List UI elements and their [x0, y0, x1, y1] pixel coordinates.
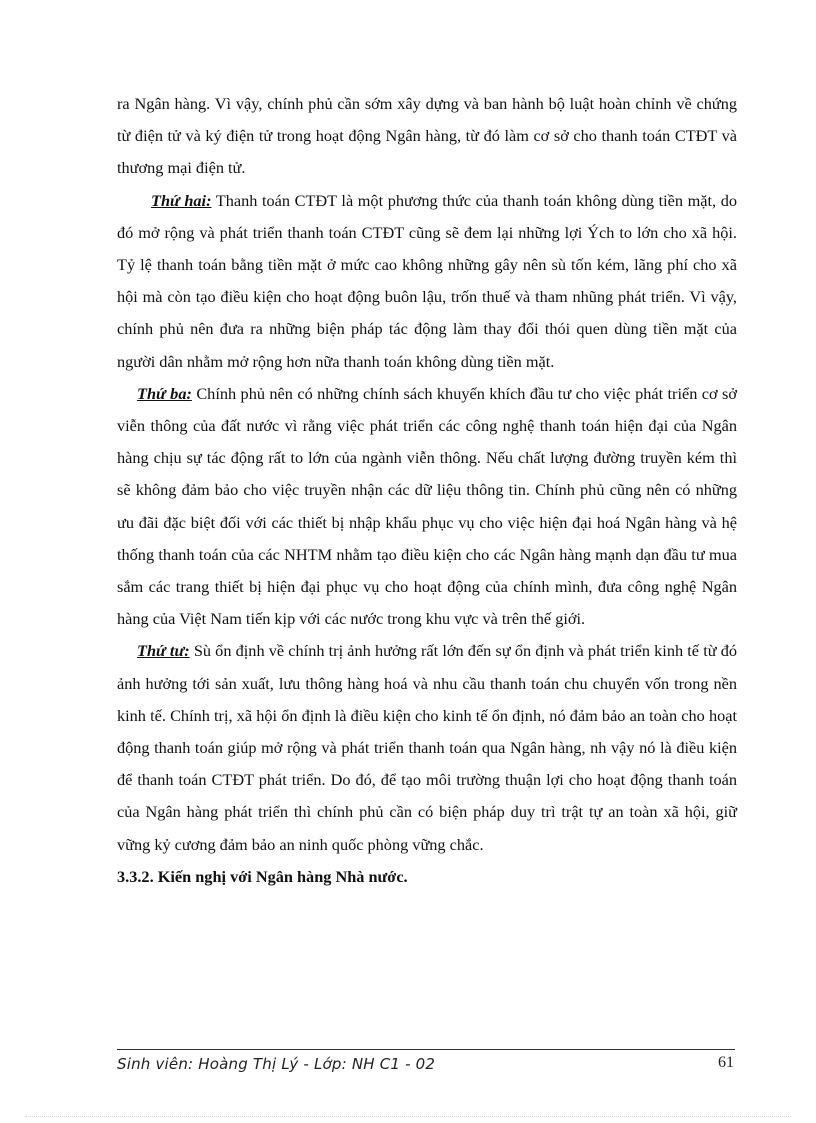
page-edge-divider — [25, 1116, 791, 1117]
paragraph-thu-ba — [117, 378, 737, 636]
paragraph-thu-hai-text: Thanh toán CTĐT là một phương thức của thanh toán không dùng tiền mặt, do đó mở rộng và phát triển thanh toán CTĐT cũng sẽ đem lại những lợi Ých to lớn cho xã hội. Tỷ lệ thanh toán bằng tiền mặt ở mức cao không những gây nên sù tốn kém, lãng phí cho xã hội mà còn tạo điều kiện cho hoạt động buôn lậu, trốn thuế và tham nhũng phát triển. Vì vậy, chính phủ nên đưa ra những biện pháp tác động làm thay đổi thói quen dùng tiền mặt của người dân nhằm mở rộng hơn nữa thanh toán không dùng tiền mặt. — [117, 190, 737, 371]
paragraph-intro-text: ra Ngân hàng. Vì vậy, chính phủ cần sớm xây dựng và ban hành bộ luật hoàn chỉnh về chứng từ điện tử và ký điện tử trong hoạt động Ngân hàng, từ đó làm cơ sở cho thanh toán CTĐT và thương mại điện tử. — [117, 94, 737, 178]
lead-thu-hai: Thứ hai: — [151, 190, 212, 210]
footer-divider — [117, 1049, 735, 1050]
footer-author: Sinh viên: Hoàng Thị Lý - Lớp: NH C1 - 02 — [117, 1055, 436, 1073]
paragraph-thu-hai — [117, 185, 737, 378]
paragraph-thu-tu — [117, 635, 737, 860]
paragraph-thu-ba-text: Chính phủ nên có những chính sách khuyến khích đầu tư cho việc phát triển cơ sở viễn thông của đất nước vì rằng việc phát triển các công nghệ thanh toán hiện đại của Ngân hàng chịu sự tác động rất to lớn của ngành viễn thông. Nếu chất lượng đường truyền kém thì sẽ không đảm bảo cho việc truyền nhận các dữ liệu thông tin. Chính phủ cũng nên có những ưu đãi đặc biệt đối với các thiết bị nhập khẩu phục vụ cho việc hiện đại hoá Ngân hàng và hệ thống thanh toán của các NHTM nhằm tạo điều kiện cho các Ngân hàng mạnh dạn đầu tư mua sắm các trang thiết bị hiện đại phục vụ cho hoạt động của chính mình, đưa công nghệ Ngân hàng của Việt Nam tiến kịp với các nước trong khu vực và trên thế giới. — [117, 383, 737, 629]
paragraph-thu-tu-text: Sù ổn định về chính trị ảnh hưởng rất lớn đến sự ổn định và phát triển kinh tế từ đó ảnh hưởng tới sản xuất, lưu thông hàng hoá và nhu cầu thanh toán chu chuyển vốn trong nền kinh tế. Chính trị, xã hội ổn định là điều kiện cho kinh tế ổn định, nó đảm bảo an toàn cho hoạt động thanh toán giúp mở rộng và phát triển thanh toán qua Ngân hàng, nh vậy nó là điều kiện để thanh toán CTĐT phát triển. Do đó, để tạo môi trường thuận lợi cho hoạt động thanh toán của Ngân hàng phát triển thì chính phủ cần có biện pháp duy trì trật tự an toàn xã hội, giữ vững kỷ cương đảm bảo an ninh quốc phòng vững chắc. — [117, 641, 738, 854]
page-number: 61 — [718, 1054, 734, 1071]
document-body — [117, 88, 737, 893]
paragraph-intro — [117, 88, 737, 185]
lead-thu-ba: Thứ ba: — [137, 383, 192, 403]
section-heading: 3.3.2. Kiến nghị với Ngân hàng Nhà nước. — [117, 866, 408, 886]
lead-thu-tu: Thứ tư: — [137, 641, 190, 661]
